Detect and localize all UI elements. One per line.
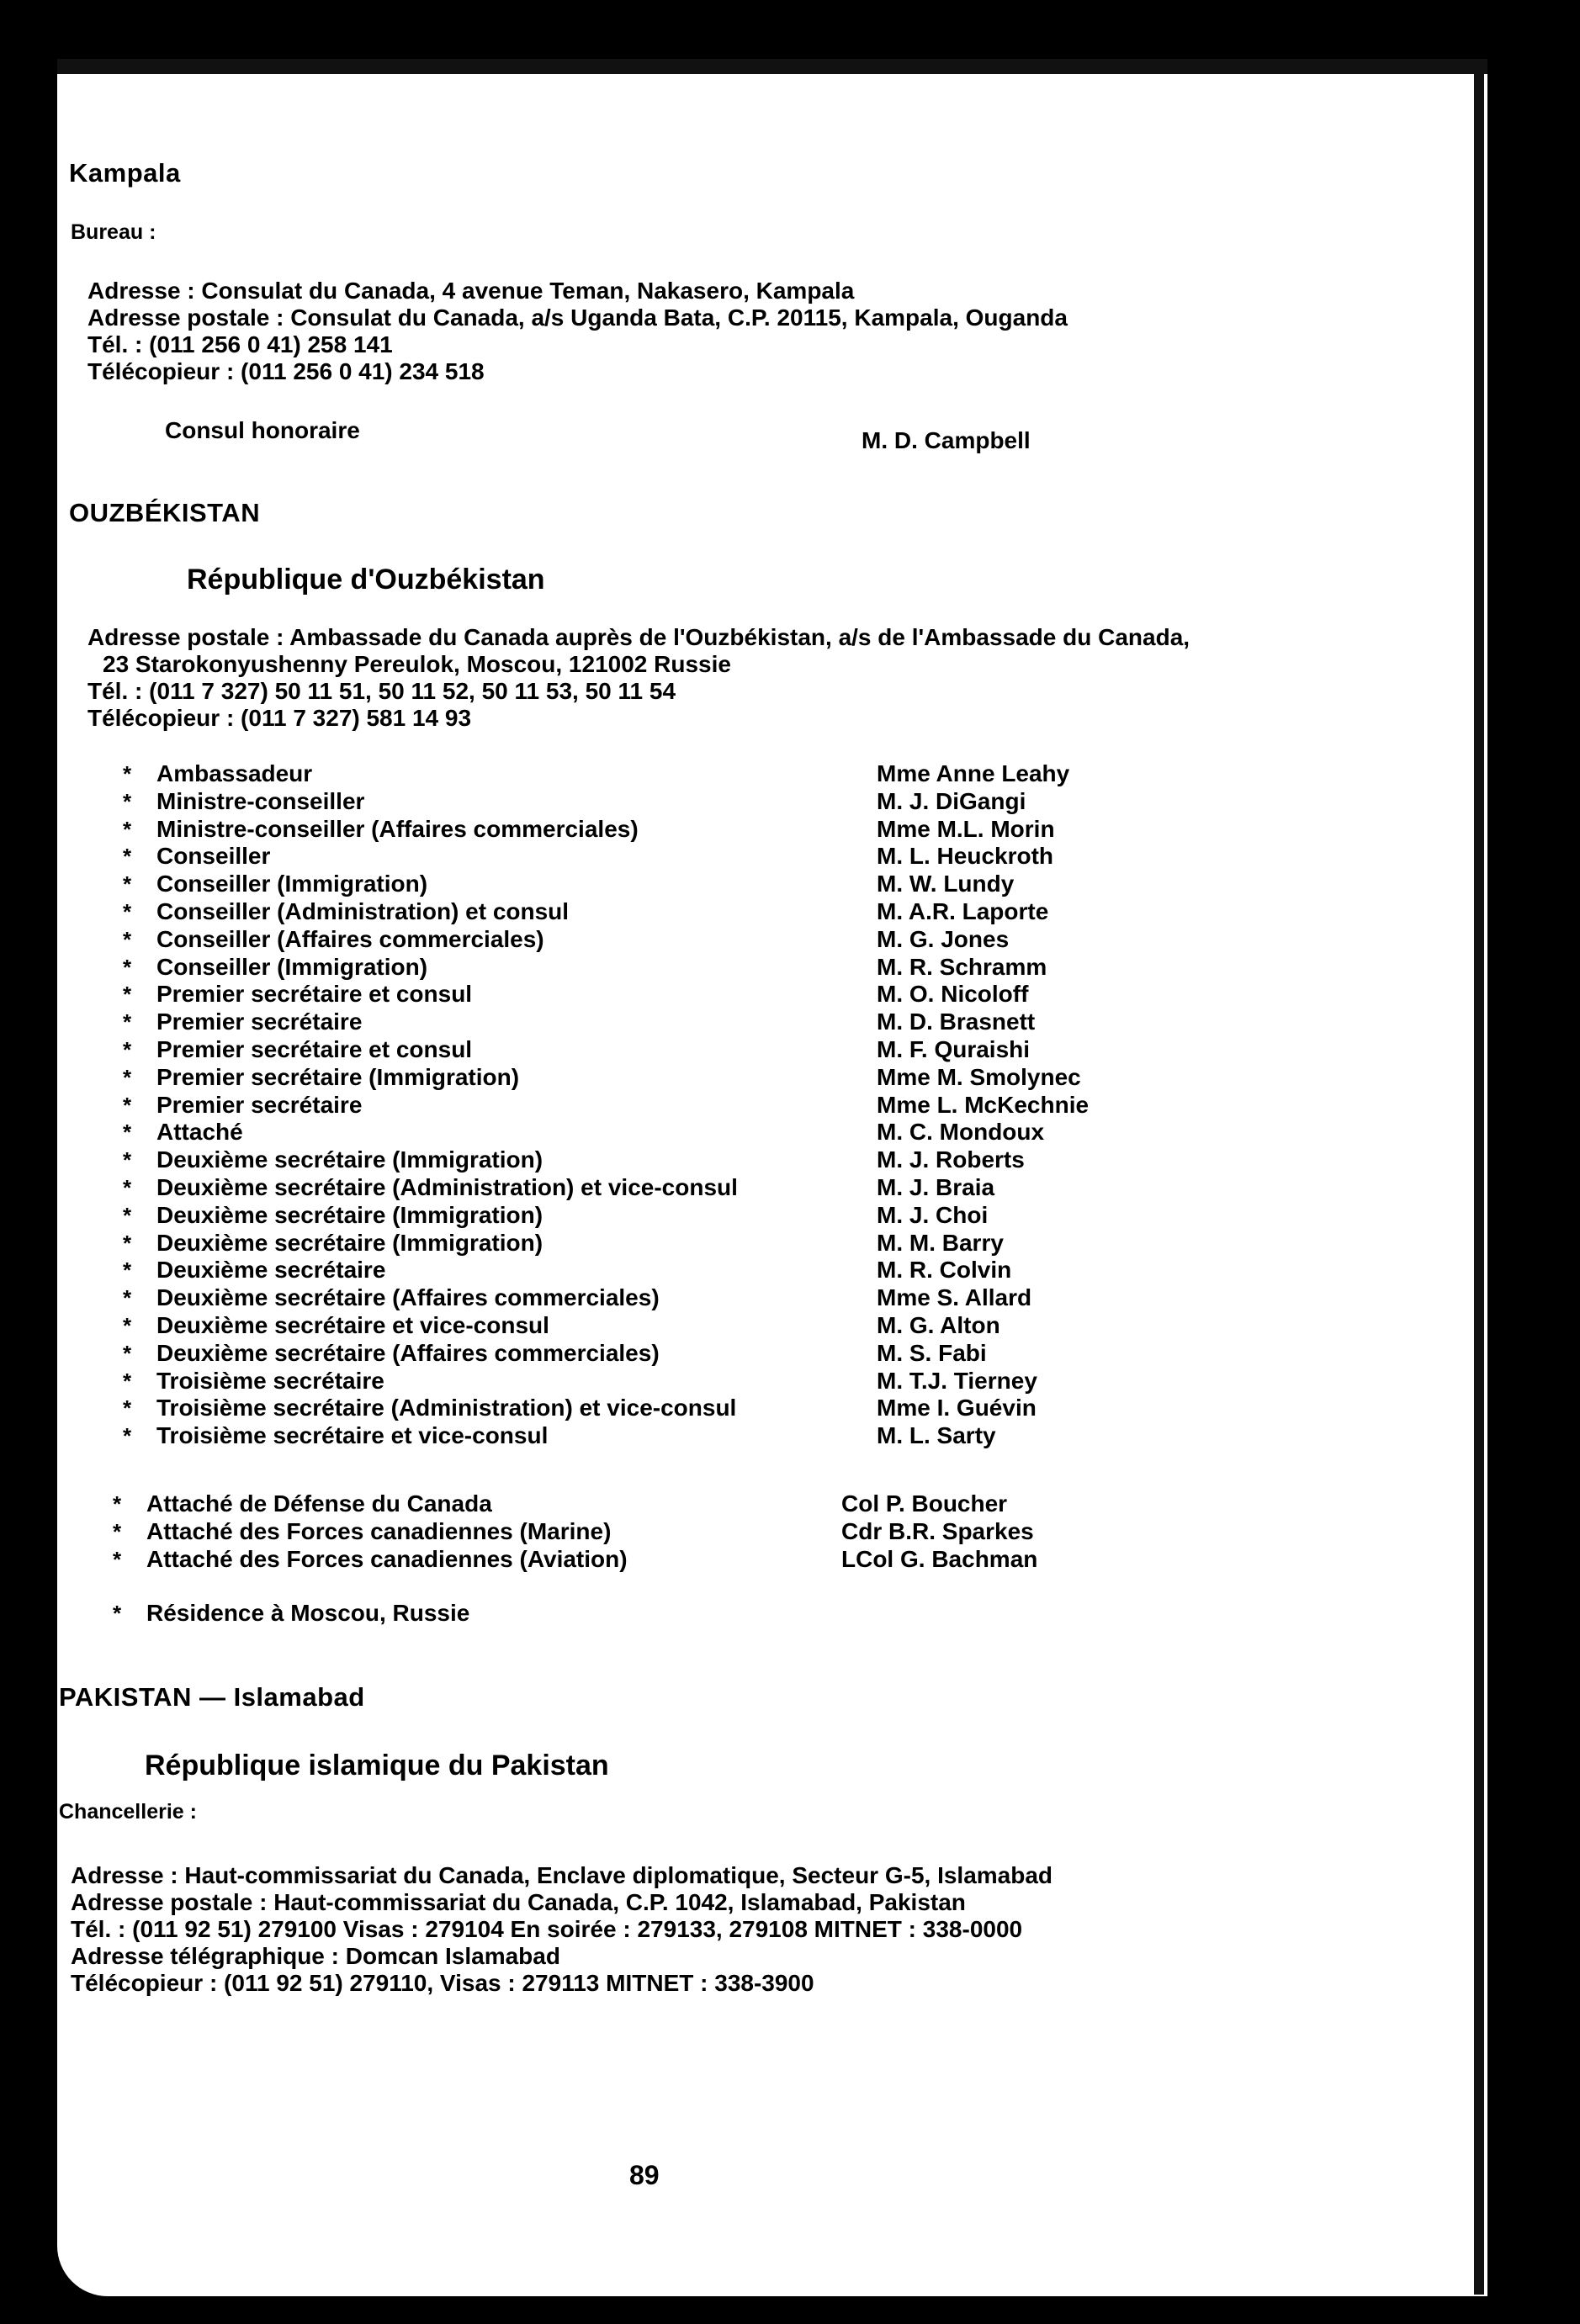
staff-row	[113, 1518, 1105, 1546]
staff-row	[123, 1202, 1116, 1230]
address-line: Adresse : Consulat du Canada, 4 avenue Teman, Nakasero, Kampala	[87, 278, 855, 304]
bullet-mark: *	[123, 1285, 132, 1311]
staff-title: Conseiller	[156, 843, 271, 870]
staff-title: Premier secrétaire	[156, 1008, 363, 1035]
staff-row	[123, 1119, 1116, 1146]
staff-row	[123, 788, 1116, 816]
staff-name: M. S. Fabi	[877, 1339, 987, 1366]
staff-name: M. J. Roberts	[877, 1146, 1025, 1173]
staff-title: Conseiller (Administration) et consul	[156, 897, 570, 924]
staff-title: Premier secrétaire (Immigration)	[156, 1063, 520, 1090]
address-line: Télécopieur : (011 92 51) 279110, Visas : 279113 MITNET : 338-3900	[71, 1970, 814, 1996]
staff-title: Attaché des Forces canadiennes (Marine)	[146, 1517, 612, 1544]
address-line: Tél. : (011 92 51) 279100 Visas : 279104 En soirée : 279133, 279108 MITNET : 338-0000	[71, 1916, 1023, 1942]
staff-row	[123, 981, 1116, 1008]
bullet-mark: *	[123, 1257, 132, 1284]
staff-name: M. T.J. Tierney	[877, 1367, 1037, 1394]
staff-row	[123, 1064, 1116, 1092]
staff-row	[123, 1174, 1116, 1202]
bullet-mark: *	[123, 1340, 132, 1366]
staff-title: Deuxième secrétaire (Immigration)	[156, 1146, 543, 1173]
staff-title: Deuxième secrétaire	[156, 1257, 386, 1284]
address-line: Télécopieur : (011 7 327) 581 14 93	[87, 705, 472, 731]
staff-title: Ministre-conseiller (Affaires commerciales)	[156, 815, 639, 842]
bullet-mark: *	[123, 1147, 132, 1173]
bullet-mark: *	[123, 1120, 132, 1146]
residence-note	[113, 1600, 469, 1628]
staff-name: M. M. Barry	[877, 1229, 1004, 1256]
bullet-mark: *	[123, 761, 132, 786]
staff-title: Conseiller (Affaires commerciales)	[156, 925, 544, 952]
pakistan-subtitle: République islamique du Pakistan	[145, 1750, 609, 1781]
bureau-label: Bureau :	[71, 220, 156, 244]
address-line: Tél. : (011 256 0 41) 258 141	[87, 331, 393, 357]
address-line: Télécopieur : (011 256 0 41) 234 518	[87, 358, 485, 384]
bullet-mark: *	[123, 1174, 132, 1200]
scan-border-top	[57, 59, 1487, 74]
staff-row	[123, 1422, 1116, 1450]
staff-title: Premier secrétaire	[156, 1091, 363, 1118]
staff-name: Col P. Boucher	[841, 1490, 1008, 1517]
staff-row	[123, 1257, 1116, 1284]
residence-note-text: Résidence à Moscou, Russie	[146, 1600, 470, 1626]
staff-name: M. C. Mondoux	[877, 1119, 1045, 1146]
staff-row	[123, 954, 1116, 982]
staff-title: Premier secrétaire et consul	[156, 1035, 473, 1062]
staff-name: Mme M.L. Morin	[877, 815, 1055, 842]
staff-name: M. L. Sarty	[877, 1422, 996, 1449]
staff-title: Premier secrétaire et consul	[156, 981, 473, 1008]
staff-title: Troisième secrétaire (Administration) et vice-consul	[156, 1395, 737, 1421]
address-line: Adresse postale : Ambassade du Canada auprès de l'Ouzbékistan, a/s de l'Ambassade du Canada,	[87, 624, 1190, 650]
staff-row	[123, 1146, 1116, 1174]
staff-title: Troisième secrétaire	[156, 1367, 384, 1394]
staff-title: Ambassadeur	[156, 760, 313, 786]
staff-name: M. L. Heuckroth	[877, 843, 1054, 870]
bullet-mark: *	[123, 788, 132, 814]
address-line: Adresse postale : Haut-commissariat du Canada, C.P. 1042, Islamabad, Pakistan	[71, 1889, 966, 1915]
staff-row	[123, 1092, 1116, 1120]
kampala-address-block	[87, 278, 1068, 385]
bullet-mark: *	[123, 898, 132, 924]
ouzbekistan-address-block	[87, 624, 1190, 732]
staff-title: Ministre-conseiller	[156, 787, 365, 814]
staff-row	[123, 1340, 1116, 1368]
address-line: Adresse postale : Consulat du Canada, a/s Uganda Bata, C.P. 20115, Kampala, Ouganda	[87, 304, 1068, 331]
staff-row	[113, 1546, 1105, 1574]
staff-name: M. A.R. Laporte	[877, 897, 1049, 924]
staff-title: Deuxième secrétaire (Affaires commerciales)	[156, 1339, 660, 1366]
bullet-mark: *	[113, 1601, 122, 1626]
address-line: Tél. : (011 7 327) 50 11 51, 50 11 52, 50 11 53, 50 11 54	[87, 678, 676, 704]
bullet-mark: *	[123, 954, 132, 980]
scan-border-right	[1474, 74, 1484, 2295]
bullet-mark: *	[123, 1092, 132, 1118]
staff-title: Attaché	[156, 1119, 243, 1146]
staff-title: Conseiller (Immigration)	[156, 953, 428, 980]
staff-title: Conseiller (Immigration)	[156, 871, 428, 897]
staff-name: M. J. Braia	[877, 1173, 995, 1200]
kampala-heading: Kampala	[69, 158, 181, 188]
address-line: 23 Starokonyushenny Pereulok, Moscou, 121002 Russie	[103, 651, 731, 677]
pakistan-heading: PAKISTAN — Islamabad	[59, 1682, 365, 1712]
staff-name: Cdr B.R. Sparkes	[841, 1517, 1034, 1544]
staff-row	[123, 1008, 1116, 1036]
staff-row	[123, 760, 1116, 788]
staff-name: Mme M. Smolynec	[877, 1063, 1081, 1090]
staff-name: Mme I. Guévin	[877, 1395, 1037, 1421]
staff-name: LCol G. Bachman	[841, 1545, 1038, 1572]
staff-title: Attaché des Forces canadiennes (Aviation)	[146, 1545, 628, 1572]
staff-row	[123, 1036, 1116, 1064]
staff-name: M. G. Jones	[877, 925, 1010, 952]
staff-name: Mme Anne Leahy	[877, 760, 1070, 786]
bullet-mark: *	[123, 1064, 132, 1090]
staff-row	[123, 1395, 1116, 1422]
staff-name: Mme L. McKechnie	[877, 1091, 1090, 1118]
staff-list	[123, 760, 1116, 1450]
bullet-mark: *	[123, 1395, 132, 1421]
staff-name: M. D. Campbell	[862, 427, 1031, 453]
bullet-mark: *	[113, 1546, 122, 1572]
staff-name: M. W. Lundy	[877, 871, 1015, 897]
page-number: 89	[629, 2160, 660, 2190]
ouzbekistan-subtitle: République d'Ouzbékistan	[187, 564, 545, 596]
staff-title: Deuxième secrétaire (Affaires commerciales)	[156, 1284, 660, 1311]
staff-name: M. F. Quraishi	[877, 1035, 1031, 1062]
staff-title: Troisième secrétaire et vice-consul	[156, 1422, 549, 1449]
staff-row	[123, 1368, 1116, 1395]
staff-name: Mme S. Allard	[877, 1284, 1032, 1311]
bullet-mark: *	[123, 1368, 132, 1394]
staff-row	[123, 1312, 1116, 1340]
staff-row	[113, 1490, 1105, 1518]
pakistan-address-block	[71, 1862, 1052, 1997]
bullet-mark: *	[123, 1230, 132, 1256]
staff-row	[123, 1230, 1116, 1257]
bullet-mark: *	[123, 1009, 132, 1035]
staff-title: Attaché de Défense du Canada	[146, 1490, 492, 1517]
staff-name: M. G. Alton	[877, 1311, 1000, 1338]
staff-row	[123, 816, 1116, 844]
bullet-mark: *	[123, 1202, 132, 1228]
staff-name: M. J. DiGangi	[877, 787, 1026, 814]
staff-name: M. J. Choi	[877, 1201, 989, 1228]
bullet-mark: *	[123, 982, 132, 1008]
staff-name: M. O. Nicoloff	[877, 981, 1029, 1008]
bullet-mark: *	[123, 1312, 132, 1338]
bullet-mark: *	[113, 1491, 122, 1517]
staff-title: Deuxième secrétaire et vice-consul	[156, 1311, 549, 1338]
bullet-mark: *	[123, 871, 132, 897]
address-line: Adresse télégraphique : Domcan Islamabad	[71, 1943, 560, 1969]
staff-row	[123, 898, 1116, 926]
chancellerie-label: Chancellerie :	[59, 1800, 197, 1824]
address-line: Adresse : Haut-commissariat du Canada, Enclave diplomatique, Secteur G-5, Islamabad	[71, 1862, 1053, 1888]
bullet-mark: *	[123, 1036, 132, 1062]
staff-title: Deuxième secrétaire (Immigration)	[156, 1229, 543, 1256]
ouzbekistan-heading: OUZBÉKISTAN	[69, 498, 261, 527]
staff-name: M. R. Schramm	[877, 953, 1047, 980]
bullet-mark: *	[123, 844, 132, 870]
staff-row	[123, 843, 1116, 871]
staff-title: Deuxième secrétaire (Administration) et vice-consul	[156, 1173, 738, 1200]
staff-title: Consul honoraire	[165, 417, 360, 443]
staff-row	[123, 871, 1116, 898]
staff-row	[123, 1284, 1116, 1312]
bullet-mark: *	[123, 816, 132, 842]
military-attache-list	[113, 1490, 1105, 1573]
bullet-mark: *	[113, 1518, 122, 1544]
staff-name: M. R. Colvin	[877, 1257, 1012, 1284]
bullet-mark: *	[123, 926, 132, 952]
staff-title: Deuxième secrétaire (Immigration)	[156, 1201, 543, 1228]
staff-row	[123, 926, 1116, 954]
bullet-mark: *	[123, 1423, 132, 1449]
staff-name: M. D. Brasnett	[877, 1008, 1036, 1035]
